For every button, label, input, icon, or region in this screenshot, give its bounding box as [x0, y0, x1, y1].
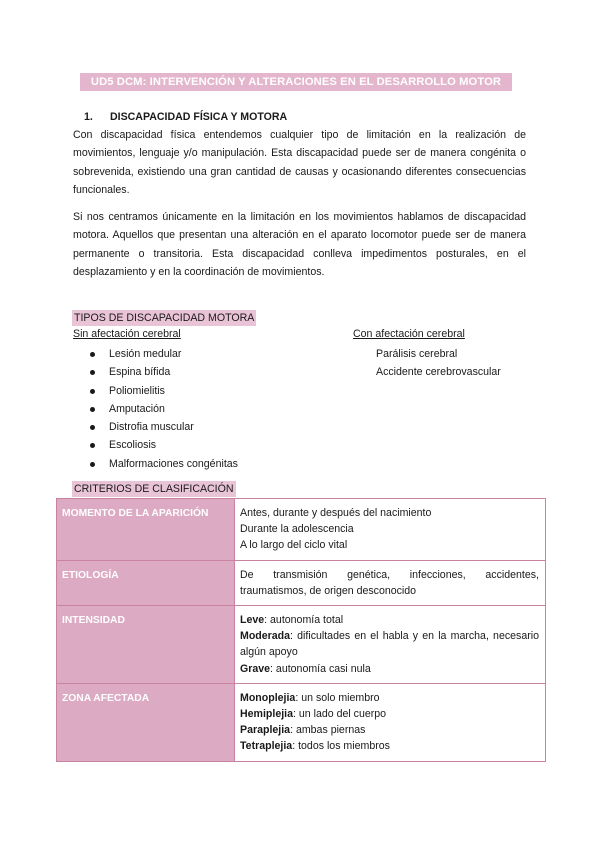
bullet-icon [90, 462, 95, 467]
criteria-text: : autonomía total [264, 614, 344, 627]
criteria-text: De transmisión genética, infecciones, accidentes, traumatismos, de origen desconocido [240, 568, 539, 597]
document-title: UD5 DCM: INTERVENCIÓN Y ALTERACIONES EN EL DESARROLLO MOTOR [80, 73, 512, 91]
criteria-value [235, 683, 546, 761]
criteria-text: : autonomía casi nula [270, 662, 371, 675]
criteria-term: Moderada [240, 630, 291, 643]
criteria-text: A lo largo del ciclo vital [240, 539, 348, 552]
list-item [90, 455, 238, 473]
criteria-value [235, 560, 546, 605]
left-type-list [90, 345, 238, 473]
table-row [57, 606, 546, 684]
criteria-value [235, 499, 546, 561]
criteria-value [235, 606, 546, 684]
criteria-line [240, 628, 539, 660]
list-item-label: Malformaciones congénitas [109, 457, 238, 470]
criteria-term: Hemiplejia [240, 708, 293, 721]
criteria-line [240, 738, 539, 754]
list-item [90, 382, 238, 400]
bullet-icon [90, 352, 95, 357]
criteria-term: Monoplejia [240, 691, 296, 704]
left-column-title: Sin afectación cerebral [73, 328, 181, 340]
criteria-term: Tetraplejia [240, 740, 293, 753]
bullet-icon [90, 407, 95, 412]
criteria-line [240, 521, 539, 537]
criteria-key: ETIOLOGÍA [57, 560, 235, 605]
list-item [90, 400, 238, 418]
criteria-text: : todos los miembros [292, 740, 390, 753]
criteria-text: : ambas piernas [290, 724, 366, 737]
criteria-line [240, 537, 539, 553]
list-item [90, 363, 238, 381]
list-item-label: Poliomielitis [109, 384, 165, 397]
right-type-list [376, 345, 501, 382]
criteria-line [240, 661, 539, 677]
criteria-line [240, 505, 539, 521]
criteria-term: Leve [240, 614, 265, 627]
list-item-label: Lesión medular [109, 348, 182, 360]
criteria-key: MOMENTO DE LA APARICIÓN [57, 499, 235, 561]
list-item [90, 418, 238, 436]
paragraph-motor-disability: Si nos centramos únicamente en la limitación en los movimientos hablamos de discapacidad motora. Aquellos que presentan una alteración en el aparato locomotor puede ser de manera permanente o transitoria. Esta discapacidad conlleva impedimentos posturales, en el desplazamiento y en la coordinación de movimientos. [73, 211, 526, 278]
criteria-line [240, 722, 539, 738]
criteria-line [240, 612, 539, 628]
bullet-icon [90, 443, 95, 448]
criteria-text: Durante la adolescencia [240, 523, 354, 536]
criteria-heading: CRITERIOS DE CLASIFICACIÓN [74, 483, 234, 495]
list-item-label: Espina bífida [109, 366, 171, 379]
criteria-table [56, 498, 546, 762]
criteria-term: Grave [240, 662, 271, 675]
criteria-line [240, 690, 539, 706]
criteria-text: : un solo miembro [295, 691, 380, 704]
list-item [90, 345, 238, 363]
list-item-label: Amputación [109, 402, 165, 415]
section-heading [84, 111, 287, 123]
paragraph-physical-disability: Con discapacidad física entendemos cualquier tipo de limitación en la realización de movimientos, lenguaje y/o manipulación. Esta discapacidad puede ser de manera congénita o sobrevenida, existiendo una gran cantidad de causas y ocasionando diferentes consecuencias funcionales. [73, 129, 526, 196]
bullet-icon [90, 370, 95, 375]
section-heading-text: DISCAPACIDAD FÍSICA Y MOTORA [110, 111, 288, 123]
table-row [57, 499, 546, 561]
criteria-text: : dificultades en el habla y en la marcha, necesario algún apoyo [240, 630, 539, 659]
criteria-line [240, 567, 539, 599]
criteria-key: ZONA AFECTADA [57, 683, 235, 761]
criteria-text: : un lado del cuerpo [293, 708, 387, 721]
types-heading: TIPOS DE DISCAPACIDAD MOTORA [74, 312, 255, 324]
section-number: 1. [84, 111, 93, 123]
list-item: Parálisis cerebral [376, 348, 458, 360]
criteria-text: Antes, durante y después del nacimiento [240, 507, 432, 519]
list-item-label: Distrofia muscular [109, 421, 194, 434]
list-item: Accidente cerebrovascular [376, 366, 501, 379]
list-item-label: Escoliosis [109, 439, 157, 452]
list-item [90, 436, 238, 454]
criteria-term: Paraplejia [240, 724, 291, 737]
table-row [57, 683, 546, 761]
table-row [57, 560, 546, 605]
bullet-icon [90, 425, 95, 430]
criteria-line [240, 706, 539, 722]
right-column-title: Con afectación cerebral [353, 328, 465, 340]
bullet-icon [90, 389, 95, 394]
criteria-key: INTENSIDAD [57, 606, 235, 684]
